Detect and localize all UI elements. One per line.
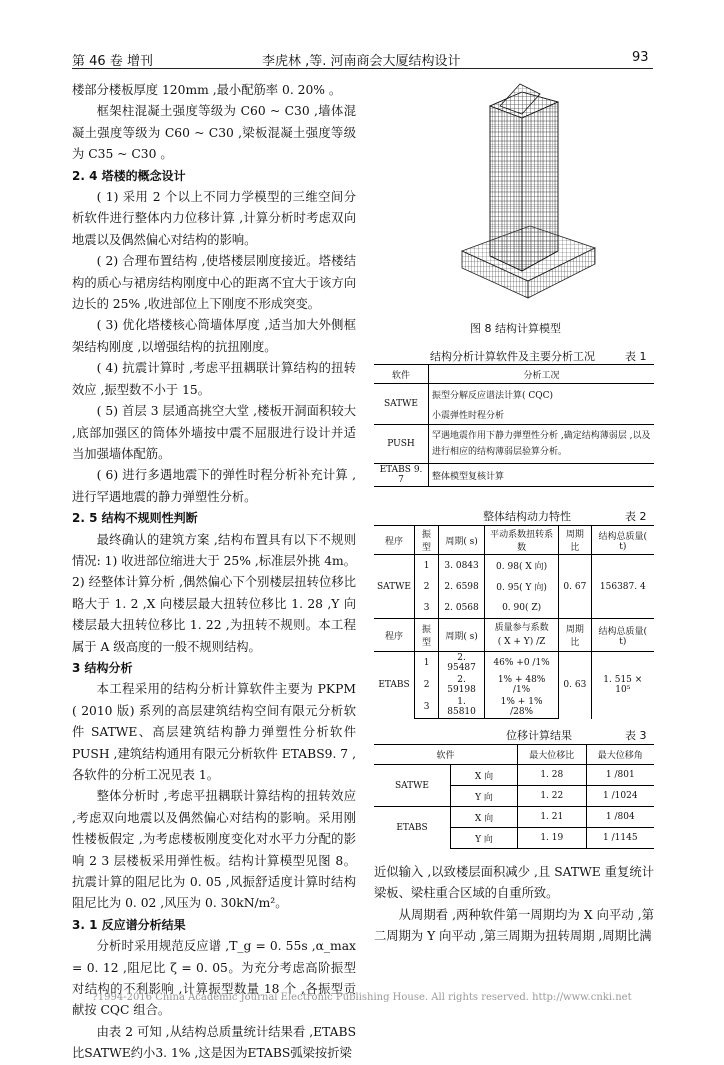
body-paragraph: ( 3) 优化塔楼核心筒墙体厚度 ,适当加大外侧框架结构刚度 ,以增强结构的抗扭刚度。 <box>72 318 356 354</box>
table3-software: ETABS <box>374 807 451 849</box>
table2-header: 结构总质量( t) <box>591 619 654 652</box>
section-heading: 2. 4 塔楼的概念设计 <box>72 168 186 183</box>
table2-header: 结构总质量( t) <box>591 526 654 555</box>
table3-direction: X 向 <box>451 765 518 786</box>
table2-mode: 3 <box>415 597 439 619</box>
section-heading: 3. 1 反应谱分析结果 <box>72 917 186 932</box>
copyright-footer: ?1994-2016 China Academic Journal Electronic Publishing House. All rights reserved. http://www.cnki.net <box>92 992 632 1003</box>
table3-ratio: 1. 22 <box>518 786 587 807</box>
table3-direction: Y 向 <box>451 828 518 849</box>
table3-header-angle: 最大位移角 <box>586 745 654 765</box>
table2-mass: 156387. 4 <box>591 555 654 619</box>
table2-period: 2. 0568 <box>439 597 485 619</box>
table3-label: 表 3 <box>625 729 647 742</box>
body-paragraph: ( 2) 合理布置结构 ,使塔楼层刚度接近。塔楼结构的质心与裙房结构刚度中心的距离不宜大于该方向边长的 25% ,收进部位上下刚度不形成突变。 <box>72 254 356 312</box>
table3-angle: 1 /1024 <box>586 786 654 807</box>
table2-header: 振型 <box>415 619 439 652</box>
table-1 <box>374 364 654 487</box>
table1-case: 振型分解反应谱法计算( CQC) <box>429 384 655 405</box>
table3-title: 位移计算结果 <box>506 729 572 742</box>
table2-coef: 0. 95( Y 向) <box>485 576 559 597</box>
table3-header-software: 软件 <box>374 745 518 765</box>
table1-header-software: 软件 <box>374 365 429 384</box>
left-column <box>72 80 356 1065</box>
body-paragraph: 分析时采用规范反应谱 ,T_g = 0. 55s ,α_max = 0. 12 ,阻尼比 ζ = 0. 05。为充分考虑高阶振型对结构的不利影响 ,计算振型数量 18 个 ,各振型贡献按 CQC 组合。 <box>72 939 356 1018</box>
table2-label: 表 2 <box>625 510 647 523</box>
body-paragraph: 近似输入 ,以致楼层面积减少 ,且 SATWE 重复统计梁板、梁柱重合区域的自重所致。 <box>374 865 654 901</box>
table2-mode: 2 <box>415 674 439 696</box>
table2-header: 周期比 <box>559 619 591 652</box>
table3-angle: 1 /804 <box>586 807 654 828</box>
table2-mass: 1. 515 × 10⁵ <box>591 652 654 719</box>
table2-header-line: 质量参与系数 <box>494 623 549 633</box>
right-column-text <box>374 862 654 948</box>
table3-angle: 1 /801 <box>586 765 654 786</box>
table2-period: 2. 95487 <box>439 652 485 675</box>
table3-ratio: 1. 21 <box>518 807 587 828</box>
body-paragraph: 框架柱混凝土强度等级为 C60 ~ C30 ,墙体混凝土强度等级为 C60 ~ C30 ,梁板混凝土强度等级为 C35 ~ C30 。 <box>72 104 356 162</box>
figure-8-caption: 图 8 结构计算模型 <box>470 322 561 335</box>
table2-header: 周期( s) <box>439 526 485 555</box>
table2-coef: 1% + 48% /1% <box>485 674 559 696</box>
table1-software: PUSH <box>374 425 429 464</box>
table3-direction: X 向 <box>451 807 518 828</box>
body-paragraph: ( 5) 首层 3 层通高挑空大堂 ,楼板开洞面积较大 ,底部加强区的筒体外墙按中震不屈服进行设计并适当加强墙体配筋。 <box>72 404 356 461</box>
table2-period: 3. 0843 <box>439 555 485 577</box>
body-paragraph: 整体分析时 ,考虑平扭耦联计算结构的扭转效应 ,考虑双向地震以及偶然偏心对结构的影响。采用刚性楼板假定 ,为考虑楼板刚度变化对水平力分配的影响 2 3 层楼板采用弹性板。结构计算模型见图 8。抗震计算的阻尼比为 0. 05 ,风振舒适度计算时结构阻尼比为 0. 02 ,风压为 0. 30kN/m²。 <box>72 789 356 911</box>
table1-case: 整体模型复核计算 <box>429 464 655 487</box>
table2-coef: 0. 90( Z) <box>485 597 559 619</box>
table2-mode: 2 <box>415 576 439 597</box>
body-paragraph: ( 1) 采用 2 个以上不同力学模型的三维空间分析软件进行整体内力位移计算 ,计算分析时考虑双向地震以及偶然偏心对结构的影响。 <box>72 190 356 247</box>
table2-ratio: 0. 67 <box>559 555 591 619</box>
table2-coef: 46% +0 /1% <box>485 652 559 675</box>
body-paragraph: ( 6) 进行多遇地震下的弹性时程分析补充计算 ,进行罕遇地震的静力弹塑性分析。 <box>72 468 356 504</box>
table2-mode: 3 <box>415 696 439 719</box>
table1-header-cases: 分析工况 <box>429 365 655 384</box>
table2-period: 1. 85810 <box>439 696 485 719</box>
table2-header: 平动系数扭转系数 <box>485 526 559 555</box>
table2-header: 周期( s) <box>439 619 485 652</box>
table3-ratio: 1. 19 <box>518 828 587 849</box>
table3-header-ratio: 最大位移比 <box>518 745 587 765</box>
body-paragraph: 从周期看 ,两种软件第一周期均为 X 向平动 ,第二周期为 Y 向平动 ,第三周期为扭转周期 ,周期比满 <box>374 907 654 944</box>
table2-title: 整体结构动力特性 <box>483 510 571 523</box>
table2-program: ETABS <box>374 652 415 719</box>
body-paragraph: 本工程采用的结构分析计算软件主要为 PKPM ( 2010 版) 系列的高层建筑结构空间有限元分析软件 SATWE、高层建筑结构静力弹塑性分析软件 PUSH ,建筑结构通用有限元分析软件 ETABS9. 7 ,各软件的分析工况见表 1。 <box>72 682 356 782</box>
table2-program: SATWE <box>374 555 415 619</box>
page-number: 93 <box>632 50 649 65</box>
table3-ratio: 1. 28 <box>518 765 587 786</box>
table3-software: SATWE <box>374 765 451 807</box>
body-paragraph: 楼部分楼板厚度 120mm ,最小配筋率 0. 20% 。 <box>72 83 342 97</box>
table3-angle: 1 /1145 <box>586 828 654 849</box>
table2-header-mass-participation <box>485 619 559 652</box>
table-2 <box>374 525 654 719</box>
table2-header: 程序 <box>374 619 415 652</box>
section-heading: 3 结构分析 <box>72 660 133 675</box>
table2-period: 2. 6598 <box>439 576 485 597</box>
table3-direction: Y 向 <box>451 786 518 807</box>
table2-period: 2. 59198 <box>439 674 485 696</box>
figure-8 <box>450 76 600 306</box>
table1-title: 结构分析计算软件及主要分析工况 <box>430 350 595 363</box>
table2-mode: 1 <box>415 652 439 675</box>
table1-software: ETABS 9. 7 <box>374 464 429 487</box>
table2-coef: 1% + 1% /28% <box>485 696 559 719</box>
running-title: 李虎林 ,等. 河南商会大厦结构设计 <box>262 54 461 69</box>
body-paragraph: 最终确认的建筑方案 ,结构布置具有以下不规则情况: 1) 收进部位缩进大于 25% ,标准层外挑 4m。2) 经整体计算分析 ,偶然偏心下个别楼层扭转位移比略大于 1. 2 ,X 向楼层最大扭转位移比 1. 28 ,Y 向楼层最大扭转位移比 1. 22 ,为扭转不规则。本工程属于 A 级高度的一般不规则结构。 <box>72 532 356 654</box>
table1-label: 表 1 <box>625 350 647 363</box>
table2-header: 程序 <box>374 526 415 555</box>
table2-header: 振型 <box>415 526 439 555</box>
journal-issue: 第 46 卷 增刊 <box>72 54 153 69</box>
body-paragraph: ( 4) 抗震计算时 ,考虑平扭耦联计算结构的扭转效应 ,振型数不小于 15。 <box>72 361 356 397</box>
table1-software: SATWE <box>374 384 429 425</box>
table2-header: 周期比 <box>559 526 591 555</box>
body-paragraph: 由表 2 可知 ,从结构总质量统计结果看 ,ETABS 比SATWE约小3. 1% ,这是因为ETABS弧梁按折梁 <box>72 1024 356 1061</box>
table2-ratio: 0. 63 <box>559 652 591 719</box>
table2-header-line: ( X + Y) /Z <box>497 637 546 647</box>
table-3 <box>374 744 654 849</box>
section-heading: 2. 5 结构不规则性判断 <box>72 511 198 526</box>
table1-case: 罕遇地震作用下静力弹塑性分析 ,确定结构薄弱层 ,以及进行相应的结构薄弱层验算分析。 <box>429 425 655 464</box>
building-wireframe-icon <box>450 76 600 306</box>
table1-case: 小震弹性时程分析 <box>429 404 655 425</box>
header-rule <box>72 68 653 69</box>
table2-coef: 0. 98( X 向) <box>485 555 559 577</box>
table2-mode: 1 <box>415 555 439 577</box>
